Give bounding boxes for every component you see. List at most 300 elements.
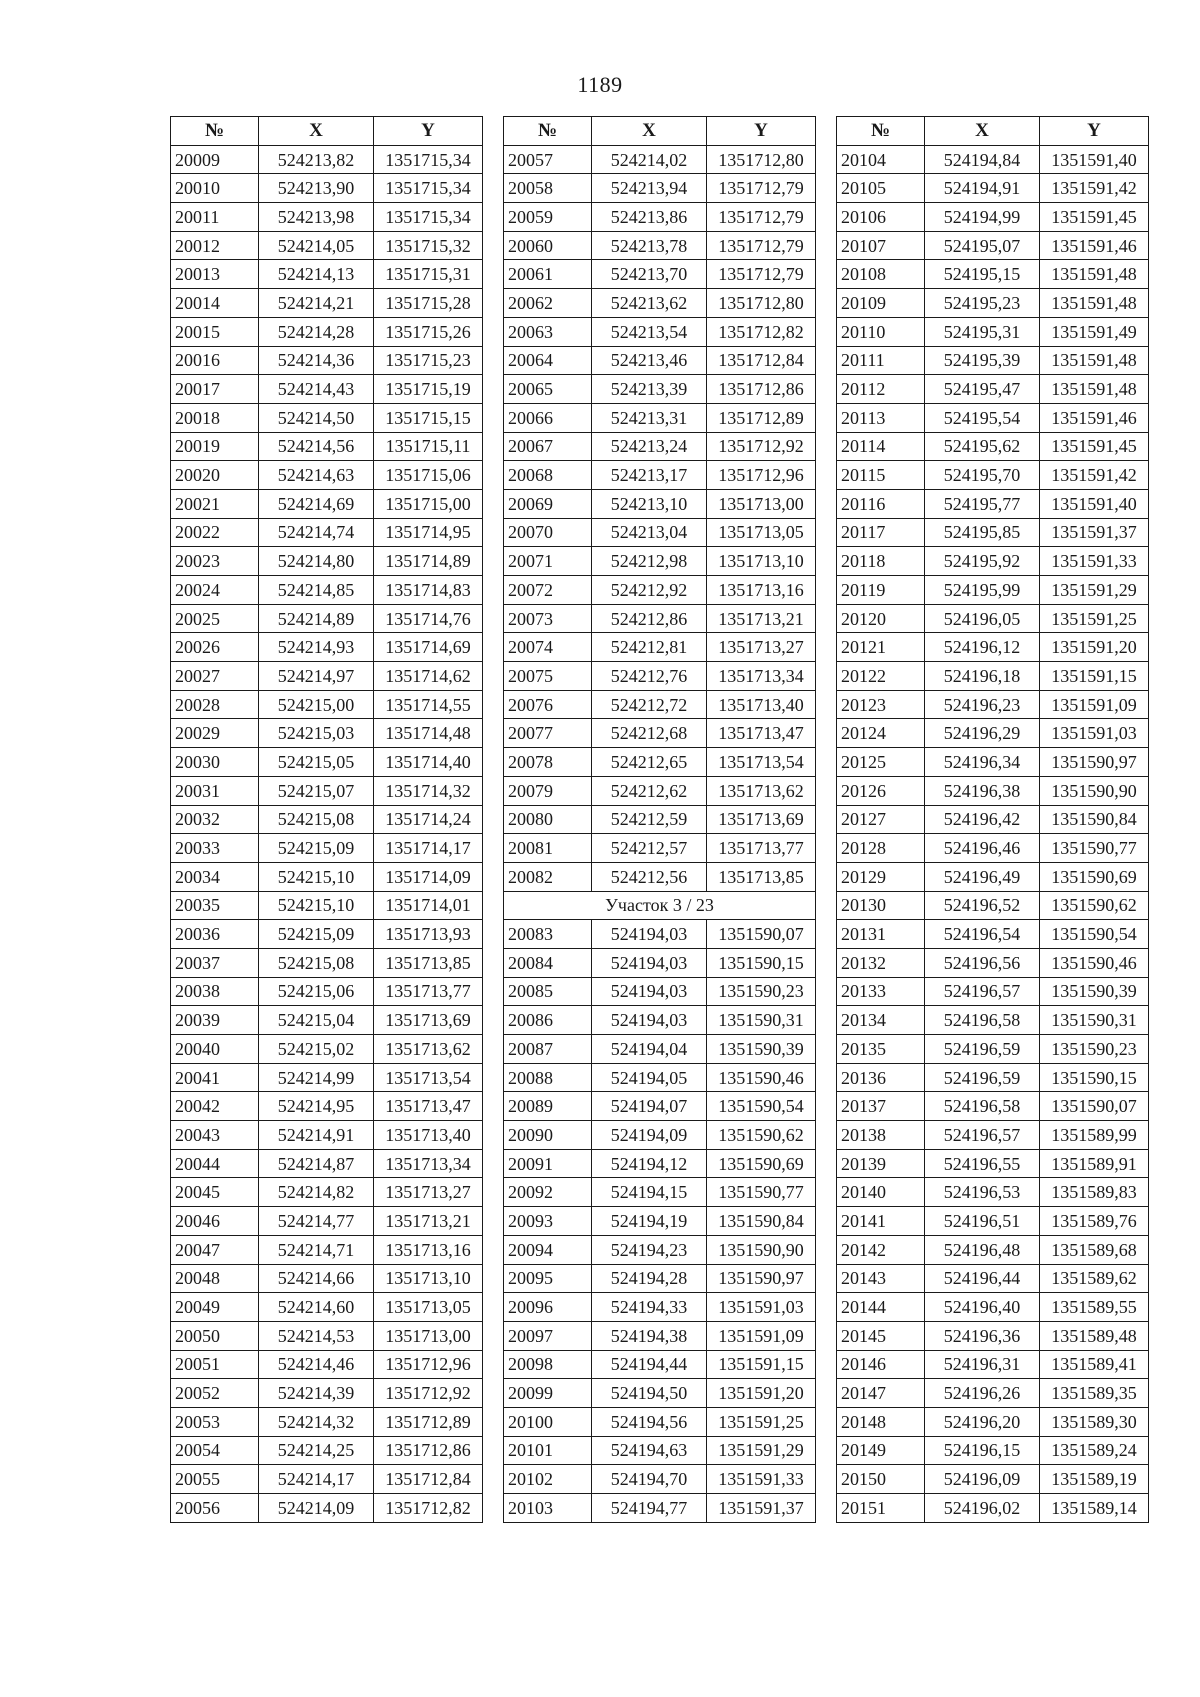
y-coordinate-cell: 1351589,91 (1040, 1149, 1149, 1178)
x-coordinate-cell: 524194,04 (592, 1035, 707, 1064)
table-row (171, 1006, 483, 1035)
point-number-cell: 20068 (504, 461, 592, 490)
y-coordinate-cell: 1351714,76 (374, 604, 483, 633)
table-row (837, 260, 1149, 289)
table-row (504, 432, 816, 461)
x-coordinate-cell: 524213,46 (592, 346, 707, 375)
y-coordinate-cell: 1351591,09 (1040, 690, 1149, 719)
table-row (504, 317, 816, 346)
y-coordinate-cell: 1351591,46 (1040, 403, 1149, 432)
point-number-cell: 20115 (837, 461, 925, 490)
y-coordinate-cell: 1351714,69 (374, 633, 483, 662)
point-number-cell: 20101 (504, 1436, 592, 1465)
x-coordinate-cell: 524195,23 (925, 289, 1040, 318)
y-coordinate-cell: 1351591,15 (707, 1350, 816, 1379)
table-row (171, 805, 483, 834)
table-row (171, 289, 483, 318)
y-coordinate-cell: 1351589,99 (1040, 1121, 1149, 1150)
point-number-cell: 20148 (837, 1407, 925, 1436)
x-coordinate-cell: 524214,93 (259, 633, 374, 662)
point-number-cell: 20092 (504, 1178, 592, 1207)
x-coordinate-cell: 524196,38 (925, 776, 1040, 805)
point-number-cell: 20097 (504, 1321, 592, 1350)
x-coordinate-cell: 524213,24 (592, 432, 707, 461)
y-coordinate-cell: 1351590,39 (707, 1035, 816, 1064)
x-coordinate-cell: 524194,77 (592, 1494, 707, 1523)
table-row (837, 1436, 1149, 1465)
point-number-cell: 20085 (504, 977, 592, 1006)
header-x: X (259, 117, 374, 146)
point-number-cell: 20102 (504, 1465, 592, 1494)
table-row (837, 776, 1149, 805)
table-row (171, 1264, 483, 1293)
y-coordinate-cell: 1351714,40 (374, 748, 483, 777)
table-row (504, 1207, 816, 1236)
table-row (837, 1121, 1149, 1150)
table-row (504, 690, 816, 719)
y-coordinate-cell: 1351591,29 (707, 1436, 816, 1465)
point-number-cell: 20059 (504, 203, 592, 232)
y-coordinate-cell: 1351713,21 (374, 1207, 483, 1236)
y-coordinate-cell: 1351713,34 (374, 1149, 483, 1178)
table-row (504, 920, 816, 949)
point-number-cell: 20057 (504, 145, 592, 174)
y-coordinate-cell: 1351712,80 (707, 145, 816, 174)
x-coordinate-cell: 524214,82 (259, 1178, 374, 1207)
point-number-cell: 20141 (837, 1207, 925, 1236)
y-coordinate-cell: 1351713,62 (707, 776, 816, 805)
y-coordinate-cell: 1351714,09 (374, 862, 483, 891)
table-row (837, 403, 1149, 432)
table-row (837, 1407, 1149, 1436)
point-number-cell: 20107 (837, 231, 925, 260)
point-number-cell: 20016 (171, 346, 259, 375)
x-coordinate-cell: 524214,25 (259, 1436, 374, 1465)
table-row (171, 834, 483, 863)
table-row (504, 862, 816, 891)
point-number-cell: 20053 (171, 1407, 259, 1436)
x-coordinate-cell: 524195,47 (925, 375, 1040, 404)
table-row (504, 346, 816, 375)
header-y: Y (374, 117, 483, 146)
y-coordinate-cell: 1351712,82 (707, 317, 816, 346)
table-row (171, 489, 483, 518)
x-coordinate-cell: 524212,68 (592, 719, 707, 748)
x-coordinate-cell: 524212,86 (592, 604, 707, 633)
point-number-cell: 20064 (504, 346, 592, 375)
x-coordinate-cell: 524195,54 (925, 403, 1040, 432)
point-number-cell: 20109 (837, 289, 925, 318)
y-coordinate-cell: 1351590,23 (707, 977, 816, 1006)
table-row (171, 1121, 483, 1150)
table-row (837, 1379, 1149, 1408)
table-row (504, 1006, 816, 1035)
table-row (504, 977, 816, 1006)
y-coordinate-cell: 1351713,62 (374, 1035, 483, 1064)
table-row (171, 891, 483, 920)
y-coordinate-cell: 1351590,69 (707, 1149, 816, 1178)
point-number-cell: 20026 (171, 633, 259, 662)
table-row (837, 1293, 1149, 1322)
point-number-cell: 20089 (504, 1092, 592, 1121)
y-coordinate-cell: 1351714,95 (374, 518, 483, 547)
y-coordinate-cell: 1351591,25 (707, 1407, 816, 1436)
point-number-cell: 20095 (504, 1264, 592, 1293)
x-coordinate-cell: 524214,05 (259, 231, 374, 260)
y-coordinate-cell: 1351591,45 (1040, 203, 1149, 232)
x-coordinate-cell: 524195,31 (925, 317, 1040, 346)
y-coordinate-cell: 1351591,42 (1040, 174, 1149, 203)
table-row (171, 1063, 483, 1092)
table-row (504, 948, 816, 977)
x-coordinate-cell: 524196,51 (925, 1207, 1040, 1236)
point-number-cell: 20039 (171, 1006, 259, 1035)
point-number-cell: 20122 (837, 662, 925, 691)
y-coordinate-cell: 1351714,89 (374, 547, 483, 576)
point-number-cell: 20046 (171, 1207, 259, 1236)
y-coordinate-cell: 1351713,77 (707, 834, 816, 863)
point-number-cell: 20147 (837, 1379, 925, 1408)
y-coordinate-cell: 1351715,00 (374, 489, 483, 518)
x-coordinate-cell: 524196,58 (925, 1006, 1040, 1035)
x-coordinate-cell: 524215,02 (259, 1035, 374, 1064)
point-number-cell: 20110 (837, 317, 925, 346)
x-coordinate-cell: 524213,17 (592, 461, 707, 490)
y-coordinate-cell: 1351591,29 (1040, 576, 1149, 605)
table-row (837, 1350, 1149, 1379)
y-coordinate-cell: 1351589,14 (1040, 1494, 1149, 1523)
y-coordinate-cell: 1351590,39 (1040, 977, 1149, 1006)
table-row (837, 231, 1149, 260)
table-row (504, 1407, 816, 1436)
y-coordinate-cell: 1351714,62 (374, 662, 483, 691)
table-row (837, 1465, 1149, 1494)
y-coordinate-cell: 1351591,37 (1040, 518, 1149, 547)
x-coordinate-cell: 524194,56 (592, 1407, 707, 1436)
y-coordinate-cell: 1351591,46 (1040, 231, 1149, 260)
y-coordinate-cell: 1351590,07 (1040, 1092, 1149, 1121)
point-number-cell: 20011 (171, 203, 259, 232)
x-coordinate-cell: 524213,98 (259, 203, 374, 232)
x-coordinate-cell: 524214,32 (259, 1407, 374, 1436)
point-number-cell: 20100 (504, 1407, 592, 1436)
point-number-cell: 20138 (837, 1121, 925, 1150)
table-row (171, 1465, 483, 1494)
point-number-cell: 20078 (504, 748, 592, 777)
x-coordinate-cell: 524196,48 (925, 1235, 1040, 1264)
x-coordinate-cell: 524215,00 (259, 690, 374, 719)
x-coordinate-cell: 524195,15 (925, 260, 1040, 289)
y-coordinate-cell: 1351591,25 (1040, 604, 1149, 633)
table-row (504, 1063, 816, 1092)
x-coordinate-cell: 524214,43 (259, 375, 374, 404)
x-coordinate-cell: 524196,09 (925, 1465, 1040, 1494)
table-row (504, 1379, 816, 1408)
y-coordinate-cell: 1351713,54 (374, 1063, 483, 1092)
point-number-cell: 20018 (171, 403, 259, 432)
y-coordinate-cell: 1351590,46 (1040, 948, 1149, 977)
x-coordinate-cell: 524194,50 (592, 1379, 707, 1408)
x-coordinate-cell: 524196,29 (925, 719, 1040, 748)
table-row (171, 1350, 483, 1379)
table-row (171, 432, 483, 461)
point-number-cell: 20136 (837, 1063, 925, 1092)
point-number-cell: 20133 (837, 977, 925, 1006)
point-number-cell: 20083 (504, 920, 592, 949)
table-row (837, 862, 1149, 891)
point-number-cell: 20129 (837, 862, 925, 891)
point-number-cell: 20099 (504, 1379, 592, 1408)
y-coordinate-cell: 1351590,62 (1040, 891, 1149, 920)
x-coordinate-cell: 524194,12 (592, 1149, 707, 1178)
point-number-cell: 20151 (837, 1494, 925, 1523)
y-coordinate-cell: 1351713,85 (374, 948, 483, 977)
y-coordinate-cell: 1351591,15 (1040, 662, 1149, 691)
point-number-cell: 20082 (504, 862, 592, 891)
table-row (171, 1321, 483, 1350)
x-coordinate-cell: 524196,44 (925, 1264, 1040, 1293)
point-number-cell: 20056 (171, 1494, 259, 1523)
y-coordinate-cell: 1351714,32 (374, 776, 483, 805)
y-coordinate-cell: 1351590,69 (1040, 862, 1149, 891)
point-number-cell: 20108 (837, 260, 925, 289)
x-coordinate-cell: 524213,70 (592, 260, 707, 289)
x-coordinate-cell: 524194,33 (592, 1293, 707, 1322)
x-coordinate-cell: 524213,78 (592, 231, 707, 260)
point-number-cell: 20013 (171, 260, 259, 289)
y-coordinate-cell: 1351590,97 (707, 1264, 816, 1293)
table-row (837, 633, 1149, 662)
y-coordinate-cell: 1351713,34 (707, 662, 816, 691)
page-number: 1189 (577, 72, 623, 97)
point-number-cell: 20034 (171, 862, 259, 891)
point-number-cell: 20027 (171, 662, 259, 691)
table-row (171, 690, 483, 719)
y-coordinate-cell: 1351591,03 (707, 1293, 816, 1322)
table-row (504, 1465, 816, 1494)
y-coordinate-cell: 1351714,01 (374, 891, 483, 920)
y-coordinate-cell: 1351715,11 (374, 432, 483, 461)
y-coordinate-cell: 1351713,85 (707, 862, 816, 891)
coordinates-table-2 (503, 116, 816, 1523)
table-row (504, 576, 816, 605)
x-coordinate-cell: 524214,69 (259, 489, 374, 518)
table-row (837, 174, 1149, 203)
table-row (171, 662, 483, 691)
y-coordinate-cell: 1351589,24 (1040, 1436, 1149, 1465)
y-coordinate-cell: 1351713,47 (374, 1092, 483, 1121)
header-num: № (171, 117, 259, 146)
x-coordinate-cell: 524215,05 (259, 748, 374, 777)
y-coordinate-cell: 1351712,92 (707, 432, 816, 461)
point-number-cell: 20017 (171, 375, 259, 404)
x-coordinate-cell: 524195,39 (925, 346, 1040, 375)
table-row (837, 1494, 1149, 1523)
x-coordinate-cell: 524194,03 (592, 977, 707, 1006)
table-row (504, 518, 816, 547)
point-number-cell: 20025 (171, 604, 259, 633)
table-row (504, 1293, 816, 1322)
x-coordinate-cell: 524212,76 (592, 662, 707, 691)
point-number-cell: 20145 (837, 1321, 925, 1350)
point-number-cell: 20024 (171, 576, 259, 605)
point-number-cell: 20055 (171, 1465, 259, 1494)
point-number-cell: 20081 (504, 834, 592, 863)
y-coordinate-cell: 1351715,15 (374, 403, 483, 432)
table-row (504, 461, 816, 490)
table-row (504, 805, 816, 834)
x-coordinate-cell: 524214,28 (259, 317, 374, 346)
header-x: X (925, 117, 1040, 146)
point-number-cell: 20042 (171, 1092, 259, 1121)
point-number-cell: 20014 (171, 289, 259, 318)
point-number-cell: 20123 (837, 690, 925, 719)
y-coordinate-cell: 1351591,45 (1040, 432, 1149, 461)
y-coordinate-cell: 1351713,69 (707, 805, 816, 834)
y-coordinate-cell: 1351591,20 (707, 1379, 816, 1408)
point-number-cell: 20072 (504, 576, 592, 605)
point-number-cell: 20116 (837, 489, 925, 518)
x-coordinate-cell: 524214,02 (592, 145, 707, 174)
table-row (171, 461, 483, 490)
table-row (504, 776, 816, 805)
y-coordinate-cell: 1351712,79 (707, 260, 816, 289)
point-number-cell: 20093 (504, 1207, 592, 1236)
x-coordinate-cell: 524196,49 (925, 862, 1040, 891)
y-coordinate-cell: 1351714,83 (374, 576, 483, 605)
y-coordinate-cell: 1351715,34 (374, 174, 483, 203)
point-number-cell: 20113 (837, 403, 925, 432)
table-row (171, 203, 483, 232)
point-number-cell: 20054 (171, 1436, 259, 1465)
y-coordinate-cell: 1351713,16 (707, 576, 816, 605)
point-number-cell: 20036 (171, 920, 259, 949)
header-num: № (504, 117, 592, 146)
y-coordinate-cell: 1351589,62 (1040, 1264, 1149, 1293)
x-coordinate-cell: 524214,77 (259, 1207, 374, 1236)
x-coordinate-cell: 524214,71 (259, 1235, 374, 1264)
table-row (171, 576, 483, 605)
y-coordinate-cell: 1351713,05 (707, 518, 816, 547)
point-number-cell: 20041 (171, 1063, 259, 1092)
point-number-cell: 20015 (171, 317, 259, 346)
table-row (171, 1149, 483, 1178)
point-number-cell: 20121 (837, 633, 925, 662)
point-number-cell: 20130 (837, 891, 925, 920)
x-coordinate-cell: 524215,10 (259, 862, 374, 891)
table-row (837, 1207, 1149, 1236)
y-coordinate-cell: 1351715,06 (374, 461, 483, 490)
table-row (837, 547, 1149, 576)
table-row (504, 1436, 816, 1465)
x-coordinate-cell: 524196,46 (925, 834, 1040, 863)
point-number-cell: 20067 (504, 432, 592, 461)
y-coordinate-cell: 1351713,00 (707, 489, 816, 518)
table-row (171, 862, 483, 891)
x-coordinate-cell: 524196,58 (925, 1092, 1040, 1121)
point-number-cell: 20049 (171, 1293, 259, 1322)
y-coordinate-cell: 1351715,32 (374, 231, 483, 260)
point-number-cell: 20032 (171, 805, 259, 834)
point-number-cell: 20028 (171, 690, 259, 719)
y-coordinate-cell: 1351591,48 (1040, 375, 1149, 404)
table-row (504, 1178, 816, 1207)
table-row (837, 489, 1149, 518)
table-row (504, 604, 816, 633)
y-coordinate-cell: 1351589,30 (1040, 1407, 1149, 1436)
x-coordinate-cell: 524194,03 (592, 1006, 707, 1035)
x-coordinate-cell: 524196,18 (925, 662, 1040, 691)
x-coordinate-cell: 524212,57 (592, 834, 707, 863)
point-number-cell: 20029 (171, 719, 259, 748)
point-number-cell: 20091 (504, 1149, 592, 1178)
x-coordinate-cell: 524215,04 (259, 1006, 374, 1035)
x-coordinate-cell: 524214,21 (259, 289, 374, 318)
x-coordinate-cell: 524194,19 (592, 1207, 707, 1236)
table-row (837, 317, 1149, 346)
point-number-cell: 20065 (504, 375, 592, 404)
x-coordinate-cell: 524196,59 (925, 1063, 1040, 1092)
x-coordinate-cell: 524215,08 (259, 805, 374, 834)
y-coordinate-cell: 1351712,79 (707, 231, 816, 260)
y-coordinate-cell: 1351714,55 (374, 690, 483, 719)
point-number-cell: 20058 (504, 174, 592, 203)
table-row (171, 346, 483, 375)
y-coordinate-cell: 1351590,90 (707, 1235, 816, 1264)
table-row (171, 776, 483, 805)
table-header-row (171, 117, 483, 146)
point-number-cell: 20075 (504, 662, 592, 691)
header-y: Y (707, 117, 816, 146)
table-row (837, 1006, 1149, 1035)
x-coordinate-cell: 524195,99 (925, 576, 1040, 605)
x-coordinate-cell: 524196,12 (925, 633, 1040, 662)
table-row (504, 1264, 816, 1293)
x-coordinate-cell: 524215,03 (259, 719, 374, 748)
table-row (504, 1121, 816, 1150)
x-coordinate-cell: 524194,03 (592, 948, 707, 977)
y-coordinate-cell: 1351713,16 (374, 1235, 483, 1264)
x-coordinate-cell: 524214,09 (259, 1494, 374, 1523)
y-coordinate-cell: 1351714,17 (374, 834, 483, 863)
x-coordinate-cell: 524214,99 (259, 1063, 374, 1092)
x-coordinate-cell: 524196,31 (925, 1350, 1040, 1379)
point-number-cell: 20031 (171, 776, 259, 805)
x-coordinate-cell: 524214,50 (259, 403, 374, 432)
point-number-cell: 20043 (171, 1121, 259, 1150)
y-coordinate-cell: 1351591,48 (1040, 346, 1149, 375)
point-number-cell: 20021 (171, 489, 259, 518)
y-coordinate-cell: 1351712,80 (707, 289, 816, 318)
x-coordinate-cell: 524196,42 (925, 805, 1040, 834)
x-coordinate-cell: 524214,87 (259, 1149, 374, 1178)
x-coordinate-cell: 524195,07 (925, 231, 1040, 260)
table-row (504, 1035, 816, 1064)
point-number-cell: 20143 (837, 1264, 925, 1293)
x-coordinate-cell: 524195,85 (925, 518, 1040, 547)
x-coordinate-cell: 524196,26 (925, 1379, 1040, 1408)
table-row (504, 547, 816, 576)
x-coordinate-cell: 524214,36 (259, 346, 374, 375)
point-number-cell: 20077 (504, 719, 592, 748)
table-row (171, 145, 483, 174)
table-row (837, 203, 1149, 232)
x-coordinate-cell: 524214,95 (259, 1092, 374, 1121)
x-coordinate-cell: 524212,92 (592, 576, 707, 605)
x-coordinate-cell: 524214,89 (259, 604, 374, 633)
x-coordinate-cell: 524194,63 (592, 1436, 707, 1465)
table-row (504, 834, 816, 863)
